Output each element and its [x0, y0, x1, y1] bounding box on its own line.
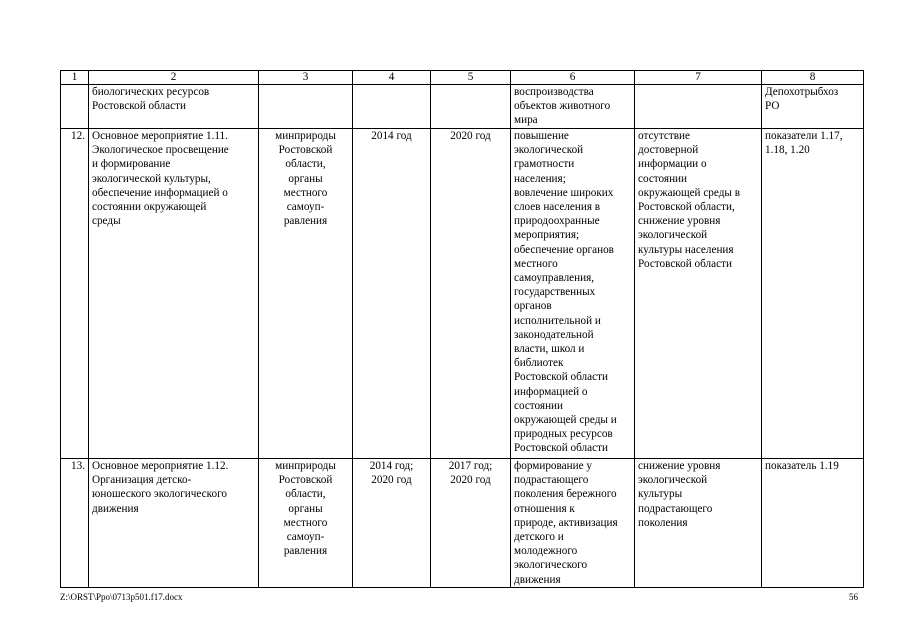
- end-date-cell: 2017 год; 2020 год: [431, 459, 511, 588]
- header-cell: 1: [61, 71, 89, 85]
- header-cell: 6: [511, 71, 635, 85]
- activity-cell: биологических ресурсов Ростовской области: [89, 85, 259, 129]
- start-date-cell: [353, 85, 431, 129]
- expected-result-cell: формирование у подрастающего поколения бережного отношения к природе, активизация детского и молодежного экологического движения: [511, 459, 635, 588]
- activity-cell: Основное мероприятие 1.12. Организация детско- юношеского экологического движения: [89, 459, 259, 588]
- executor-cell: минприроды Ростовской области, органы местного самоуп- равления: [259, 459, 353, 588]
- consequences-cell: отсутствие достоверной информации о состоянии окружающей среды в Ростовской области, снижение уровня экологической культуры населения Ростовской области: [635, 129, 762, 459]
- row-number-cell: 12.: [61, 129, 89, 459]
- header-cell: 2: [89, 71, 259, 85]
- table-header-row: [61, 71, 864, 85]
- header-cell: 5: [431, 71, 511, 85]
- row-number-cell: 13.: [61, 459, 89, 588]
- indicators-cell: Депохотрыбхоз РО: [762, 85, 864, 129]
- expected-result-cell: воспроизводства объектов животного мира: [511, 85, 635, 129]
- footer-file-path: Z:\ORST\Ppo\0713p501.f17.docx: [60, 592, 183, 602]
- expected-result-cell: повышение экологической грамотности населения; вовлечение широких слоев населения в природоохранные мероприятия; обеспечение органов местного самоуправления, государственных органов исполнительной и законодательной власти, школ и библиотек Ростовской области информацией о состоянии окружающей среды и природных ресурсов Ростовской области: [511, 129, 635, 459]
- start-date-cell: 2014 год; 2020 год: [353, 459, 431, 588]
- row-number-cell: [61, 85, 89, 129]
- header-cell: 7: [635, 71, 762, 85]
- start-date-cell: 2014 год: [353, 129, 431, 459]
- page-number: 56: [849, 592, 858, 602]
- header-cell: 8: [762, 71, 864, 85]
- document-table: [60, 70, 864, 588]
- end-date-cell: [431, 85, 511, 129]
- consequences-cell: снижение уровня экологической культуры подрастающего поколения: [635, 459, 762, 588]
- executor-cell: минприроды Ростовской области, органы местного самоуп- равления: [259, 129, 353, 459]
- executor-cell: [259, 85, 353, 129]
- header-cell: 4: [353, 71, 431, 85]
- consequences-cell: [635, 85, 762, 129]
- header-cell: 3: [259, 71, 353, 85]
- end-date-cell: 2020 год: [431, 129, 511, 459]
- table-row: [61, 459, 864, 588]
- indicators-cell: показатели 1.17, 1.18, 1.20: [762, 129, 864, 459]
- indicators-cell: показатель 1.19: [762, 459, 864, 588]
- table-row: [61, 129, 864, 459]
- activity-cell: Основное мероприятие 1.11. Экологическое просвещение и формирование экологической культуры, обеспечение информацией о состоянии окружающей среды: [89, 129, 259, 459]
- table-row: [61, 85, 864, 129]
